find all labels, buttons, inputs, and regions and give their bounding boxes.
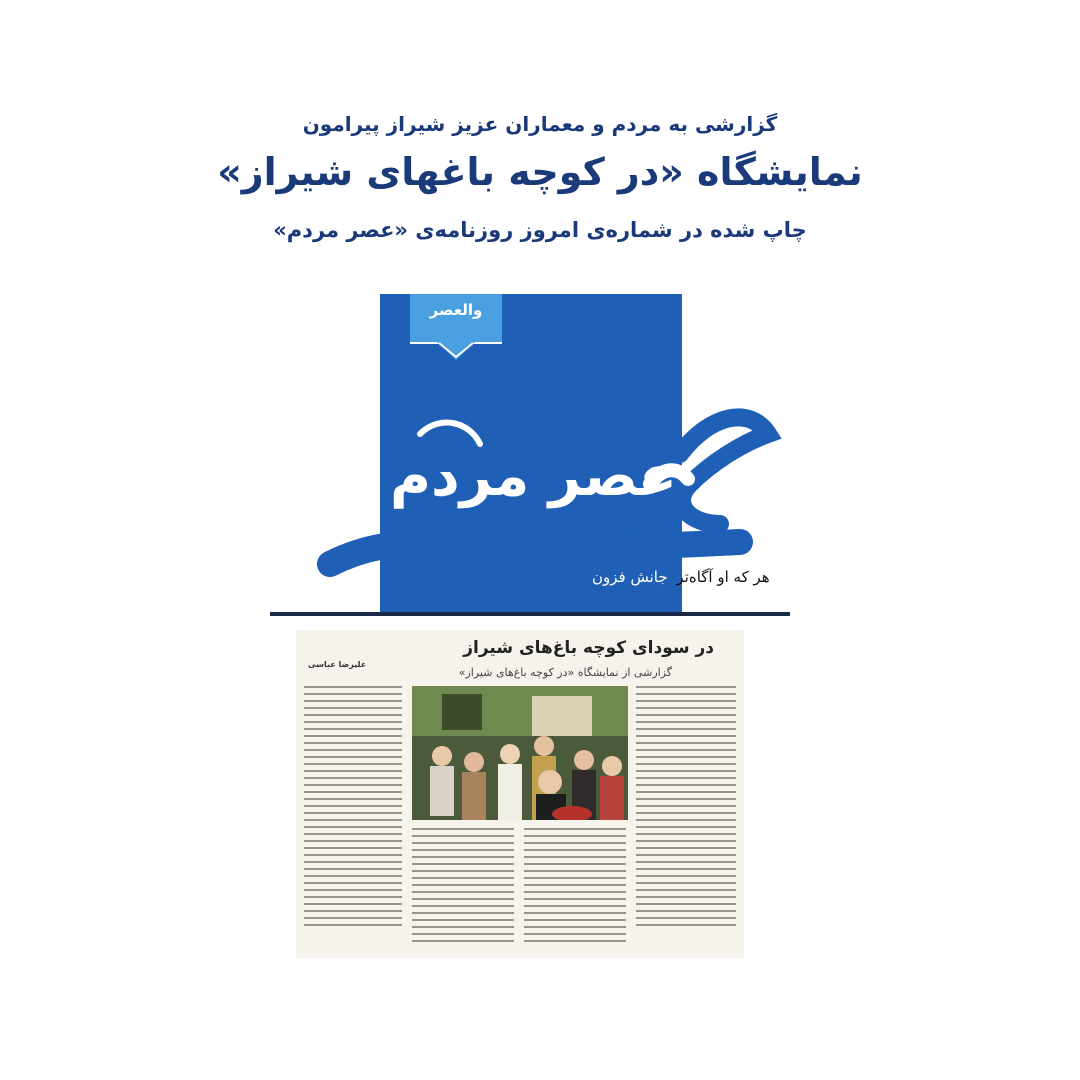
masthead-tag: والعصر bbox=[410, 294, 502, 344]
article-column-middle-right bbox=[524, 828, 626, 947]
article-column-left-top bbox=[304, 686, 402, 931]
header-caption: چاپ شده در شماره‌ی امروز روزنامه‌ی «عصر مردم» bbox=[273, 218, 807, 242]
slogan-highlight: جانش فزون bbox=[588, 568, 672, 586]
masthead-slogan bbox=[588, 568, 770, 586]
article-column-right bbox=[636, 686, 736, 931]
newspaper-masthead bbox=[270, 294, 790, 620]
article-photo bbox=[412, 686, 628, 820]
article-author: علیرضا عباسی bbox=[308, 660, 367, 669]
article-subtitle: گزارشی از نمایشگاه «در کوچه باغ‌های شیراز» bbox=[458, 666, 672, 679]
article-title: در سودای کوچه باغ‌های شیراز bbox=[463, 638, 714, 658]
header-subtitle: گزارشی به مردم و معماران عزیز شیراز پیرامون bbox=[302, 112, 778, 136]
article-column-middle-left bbox=[412, 828, 514, 947]
newspaper-clipping bbox=[296, 630, 744, 958]
masthead-logo-label: عصر مردم bbox=[390, 444, 678, 509]
page-title: نمایشگاه «در کوچه باغهای شیراز» bbox=[217, 150, 863, 194]
slogan-prefix: هر که او آگاه‌تر bbox=[676, 568, 770, 586]
masthead-rule bbox=[270, 612, 790, 616]
